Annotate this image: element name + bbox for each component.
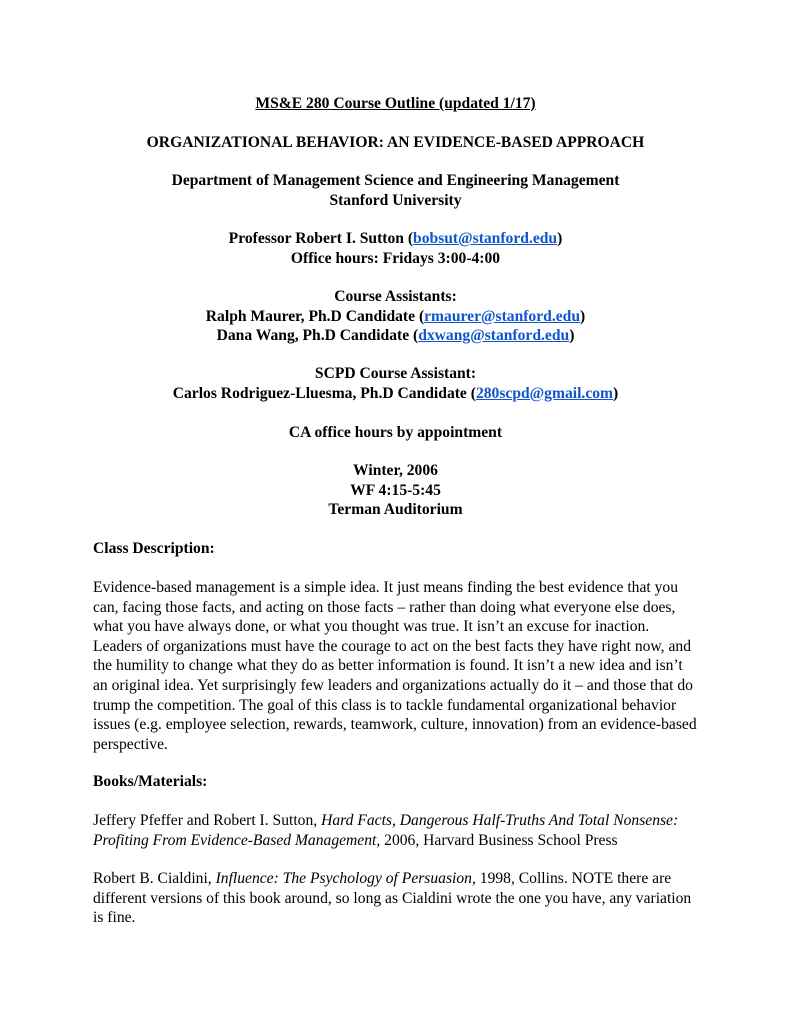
assistant-email-link[interactable]: dxwang@stanford.edu [418, 327, 570, 345]
scpd-email-link[interactable]: 280scpd@gmail.com [475, 384, 614, 402]
class-description-heading: Class Description: [93, 540, 215, 557]
assistant-line: Dana Wang, Ph.D Candidate (dxwang@stanford.edu) [216, 327, 575, 345]
scpd-assistant-line: Carlos Rodriguez-Lluesma, Ph.D Candidate (280scpd@gmail.com) [172, 384, 619, 402]
scpd-assistant-block [0, 364, 791, 403]
course-name: ORGANIZATIONAL BEHAVIOR: AN EVIDENCE-BASED APPROACH [146, 134, 645, 151]
department: Department of Management Science and Engineering Management [171, 172, 620, 189]
assistant-email-link[interactable]: rmaurer@stanford.edu [424, 307, 580, 325]
term: Winter, 2006 [353, 462, 438, 479]
document-title: MS&E 280 Course Outline (updated 1/17) [255, 95, 536, 112]
book-entry-pfeffer: Jeffery Pfeffer and Robert I. Sutton, Hard Facts, Dangerous Half-Truths And Total Nonsense: Profiting From Evidence-Based Management, 2006, Harvard Business School Press [93, 812, 679, 849]
course-assistants-block [0, 287, 791, 346]
class-time: WF 4:15-5:45 [350, 481, 441, 499]
schedule-block [0, 461, 791, 520]
book-entry-cialdini: Robert B. Cialdini, Influence: The Psychology of Persuasion, 1998, Collins. NOTE there are different versions of this book around, so long as Cialdini wrote the one you have, any variation is fine. [93, 870, 692, 927]
class-location: Terman Auditorium [328, 501, 463, 519]
ca-office-hours: CA office hours by appointment [288, 424, 503, 441]
professor-line: Professor Robert I. Sutton (bobsut@stanford.edu) [228, 230, 563, 247]
book-title: Influence: The Psychology of Persuasion, [215, 870, 476, 887]
book-title: Profiting From Evidence-Based Management [93, 831, 377, 849]
university: Stanford University [329, 191, 462, 209]
office-hours: Office hours: Fridays 3:00-4:00 [290, 249, 501, 267]
professor-email-link[interactable]: bobsut@stanford.edu [413, 230, 558, 247]
institution-block [0, 171, 791, 210]
assistant-line: Ralph Maurer, Ph.D Candidate (rmaurer@stanford.edu) [205, 307, 586, 325]
professor-block [0, 229, 791, 268]
course-assistants-heading: Course Assistants: [334, 288, 457, 305]
class-description-paragraph: Evidence-based management is a simple idea. It just means finding the best evidence that you can, facing those facts, and acting on those facts – rather than doing what everyone else does, what you have always done, or what you thought was true. It isn’t an excuse for inaction. Leaders of organizations must have the courage to act on the best facts they have right now, and the humility to change what they do as better information is found. It isn’t a new idea and isn’t an original idea. Yet surprisingly few leaders and organizations actually do it – and those that do trump the competition. The goal of this class is to tackle fundamental organizational behavior issues (e.g. employee selection, rewards, teamwork, culture, innovation) from an evidence-based perspective. [93, 579, 697, 753]
book-title: Hard Facts, Dangerous Half-Truths And Total Nonsense: [321, 812, 679, 829]
books-heading: Books/Materials: [93, 773, 208, 790]
scpd-heading: SCPD Course Assistant: [314, 365, 477, 382]
